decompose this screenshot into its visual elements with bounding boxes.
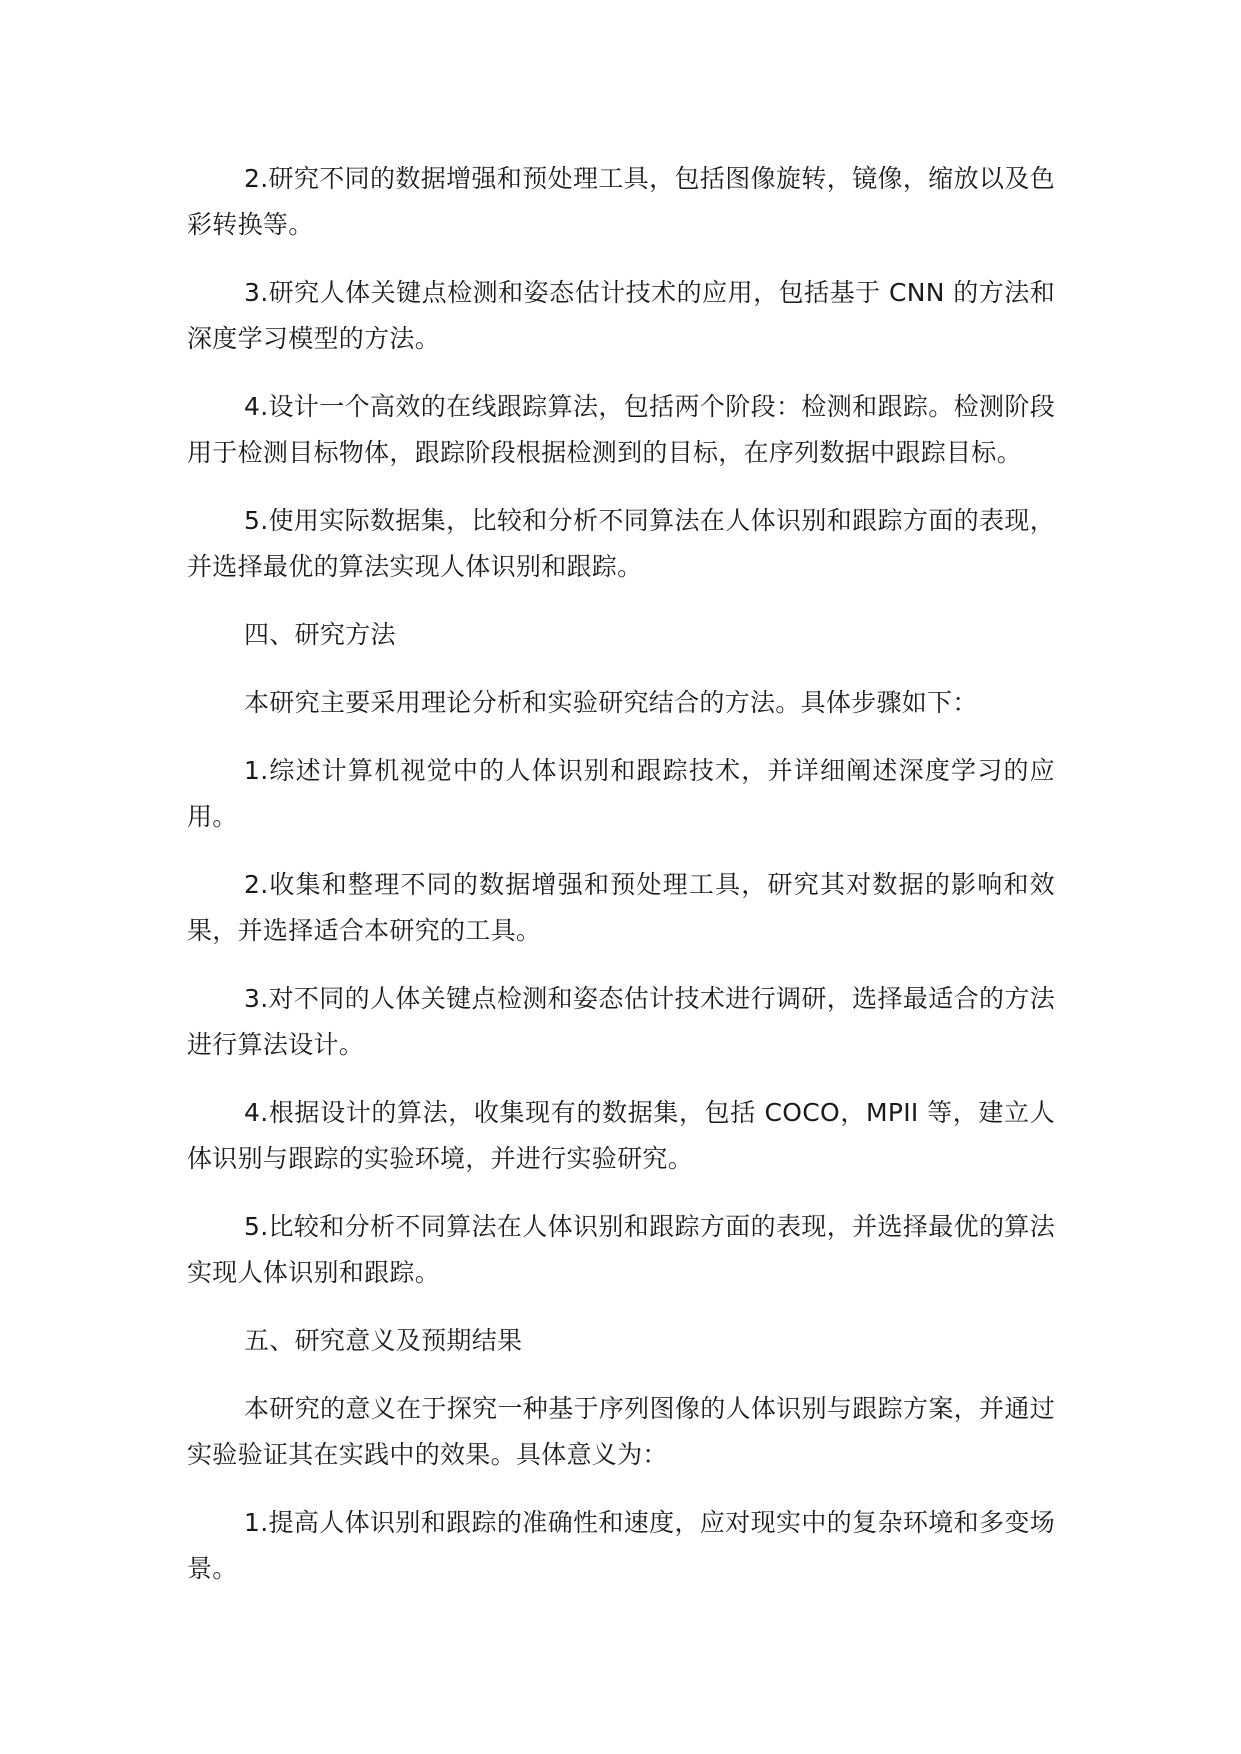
- paragraph-methods-intro: 本研究主要采用理论分析和实验研究结合的方法。具体步骤如下：: [244, 688, 978, 717]
- document-page: [187, 156, 1055, 1614]
- paragraph-method-step-4: 4.根据设计的算法，收集现有的数据集，包括 COCO，MPII 等，建立人体识别与跟踪的实验环境，并进行实验研究。: [187, 1098, 1055, 1173]
- paragraph-research-content-5: 5.使用实际数据集，比较和分析不同算法在人体识别和跟踪方面的表现，并选择最优的算法实现人体识别和跟踪。: [187, 506, 1055, 581]
- paragraph-method-step-2: 2.收集和整理不同的数据增强和预处理工具，研究其对数据的影响和效果，并选择适合本研究的工具。: [187, 870, 1055, 945]
- paragraph-significance-1: 1.提高人体识别和跟踪的准确性和速度，应对现实中的复杂环境和多变场景。: [187, 1508, 1055, 1583]
- paragraph-method-step-3: 3.对不同的人体关键点检测和姿态估计技术进行调研，选择最适合的方法进行算法设计。: [187, 984, 1055, 1059]
- section-heading-research-methods: 四、研究方法: [244, 620, 396, 649]
- paragraph-research-content-3: 3.研究人体关键点检测和姿态估计技术的应用，包括基于 CNN 的方法和深度学习模型的方法。: [187, 278, 1055, 353]
- paragraph-research-content-2: 2.研究不同的数据增强和预处理工具，包括图像旋转，镜像，缩放以及色彩转换等。: [187, 164, 1055, 239]
- section-heading-significance: 五、研究意义及预期结果: [244, 1326, 523, 1355]
- paragraph-significance-intro: 本研究的意义在于探究一种基于序列图像的人体识别与跟踪方案，并通过实验验证其在实践中的效果。具体意义为：: [187, 1394, 1055, 1469]
- paragraph-method-step-1: 1.综述计算机视觉中的人体识别和跟踪技术，并详细阐述深度学习的应用。: [187, 756, 1055, 831]
- paragraph-research-content-4: 4.设计一个高效的在线跟踪算法，包括两个阶段：检测和跟踪。检测阶段用于检测目标物体，跟踪阶段根据检测到的目标，在序列数据中跟踪目标。: [187, 392, 1055, 467]
- paragraph-method-step-5: 5.比较和分析不同算法在人体识别和跟踪方面的表现，并选择最优的算法实现人体识别和跟踪。: [187, 1212, 1055, 1287]
